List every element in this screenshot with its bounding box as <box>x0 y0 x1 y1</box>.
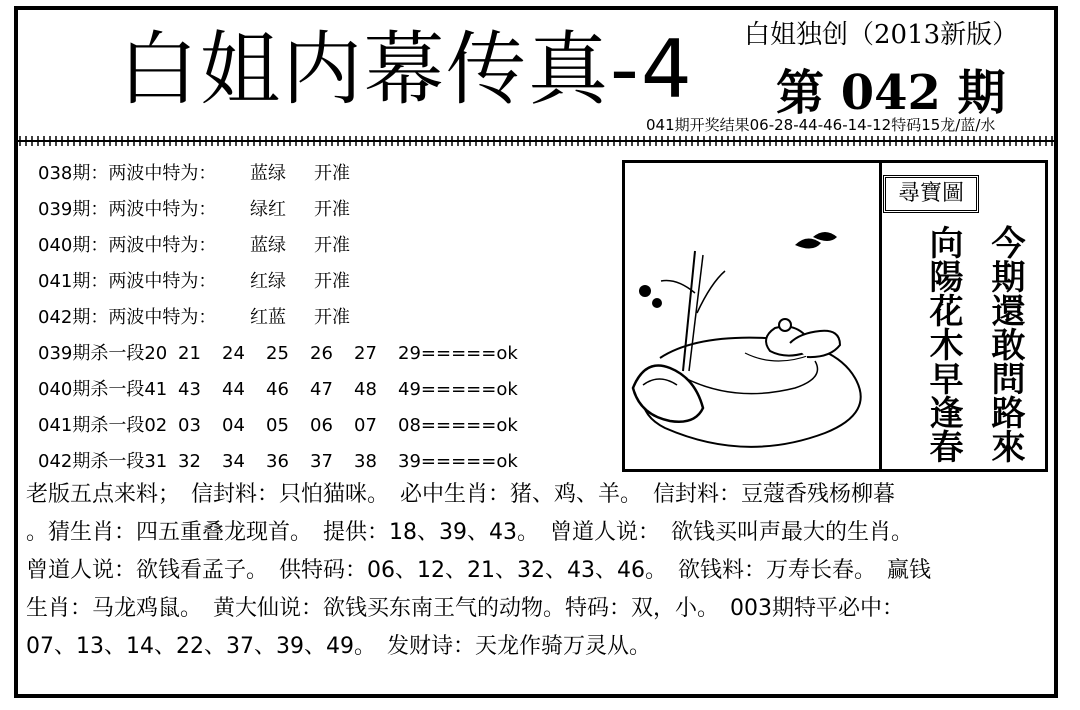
notes-line: 。猜生肖：四五重叠龙现首。 提供：18、39、43。 曾道人说： 欲钱买叫声最大的生肖。 <box>26 520 913 545</box>
header-divider <box>18 134 1054 148</box>
kill-number: 32 <box>178 451 201 472</box>
wave-period: 040期：两波中特为： <box>38 235 217 256</box>
kill-number: 04 <box>222 415 245 436</box>
kill-number: 46 <box>266 379 289 400</box>
wave-status: 开准 <box>314 271 350 292</box>
wave-colors: 蓝绿 <box>250 235 286 256</box>
kill-number: 34 <box>222 451 245 472</box>
kill-number: 26 <box>310 343 333 364</box>
previous-result: 041期开奖结果06-28-44-46-14-12特码15龙/蓝/水 <box>646 116 996 134</box>
panel-separator <box>879 163 882 469</box>
kill-prefix: 042期杀一段31 <box>38 451 168 472</box>
wave-line <box>38 156 518 192</box>
wave-line <box>38 264 518 300</box>
wave-line <box>38 228 518 264</box>
kill-last: 08=====ok <box>398 415 518 436</box>
wave-colors: 红蓝 <box>250 307 286 328</box>
kill-number: 44 <box>222 379 245 400</box>
issue-number: 第 042 期 <box>776 65 1006 121</box>
wave-status: 开准 <box>314 163 350 184</box>
kill-number: 24 <box>222 343 245 364</box>
kill-line <box>38 444 518 480</box>
duck-pond-illustration <box>625 163 875 469</box>
kill-number: 48 <box>354 379 377 400</box>
edition-label: 白姐独创（2013新版） <box>744 20 1019 50</box>
kill-line <box>38 336 518 372</box>
wave-list <box>38 156 518 480</box>
wave-colors: 蓝绿 <box>250 163 286 184</box>
kill-number: 43 <box>178 379 201 400</box>
wave-line <box>38 300 518 336</box>
kill-last: 49=====ok <box>398 379 518 400</box>
kill-number: 37 <box>310 451 333 472</box>
kill-prefix: 041期杀一段02 <box>38 415 168 436</box>
kill-line <box>38 372 518 408</box>
poem-column-right: 今期還敢問路來 <box>985 225 1025 463</box>
kill-last: 39=====ok <box>398 451 518 472</box>
treasure-map-panel <box>622 160 1048 472</box>
kill-number: 36 <box>266 451 289 472</box>
kill-last: 29=====ok <box>398 343 518 364</box>
kill-prefix: 040期杀一段41 <box>38 379 168 400</box>
kill-number: 06 <box>310 415 333 436</box>
kill-number: 21 <box>178 343 201 364</box>
kill-number: 47 <box>310 379 333 400</box>
kill-number: 05 <box>266 415 289 436</box>
notes-line: 生肖：马龙鸡鼠。 黄大仙说：欲钱买东南王气的动物。特码：双，小。 003期特平必中： <box>26 596 904 621</box>
wave-period: 042期：两波中特为： <box>38 307 217 328</box>
kill-number: 27 <box>354 343 377 364</box>
notes-line: 老版五点来料； 信封料：只怕猫咪。 必中生肖：猪、鸡、羊。 信封料：豆蔻香残杨柳暮 <box>26 482 896 507</box>
wave-line <box>38 192 518 228</box>
kill-number: 03 <box>178 415 201 436</box>
kill-number: 38 <box>354 451 377 472</box>
wave-status: 开准 <box>314 307 350 328</box>
kill-line <box>38 408 518 444</box>
wave-period: 038期：两波中特为： <box>38 163 217 184</box>
notes-line: 07、13、14、22、37、39、49。 发财诗：天龙作骑万灵从。 <box>26 634 651 659</box>
wave-colors: 绿红 <box>250 199 286 220</box>
page-title: 白姐内幕传真-4 <box>118 23 694 116</box>
poem-column-left: 向陽花木早逢春 <box>923 225 963 463</box>
wave-status: 开准 <box>314 199 350 220</box>
kill-prefix: 039期杀一段20 <box>38 343 168 364</box>
treasure-map-badge: 尋寶圖 <box>883 175 979 213</box>
notes-line: 曾道人说：欲钱看孟子。 供特码：06、12、21、32、43、46。 欲钱料：万寿长春。 赢钱 <box>26 558 931 583</box>
wave-status: 开准 <box>314 235 350 256</box>
wave-colors: 红绿 <box>250 271 286 292</box>
kill-number: 07 <box>354 415 377 436</box>
notes-block <box>26 476 1056 666</box>
kill-number: 25 <box>266 343 289 364</box>
wave-period: 041期：两波中特为： <box>38 271 217 292</box>
wave-period: 039期：两波中特为： <box>38 199 217 220</box>
